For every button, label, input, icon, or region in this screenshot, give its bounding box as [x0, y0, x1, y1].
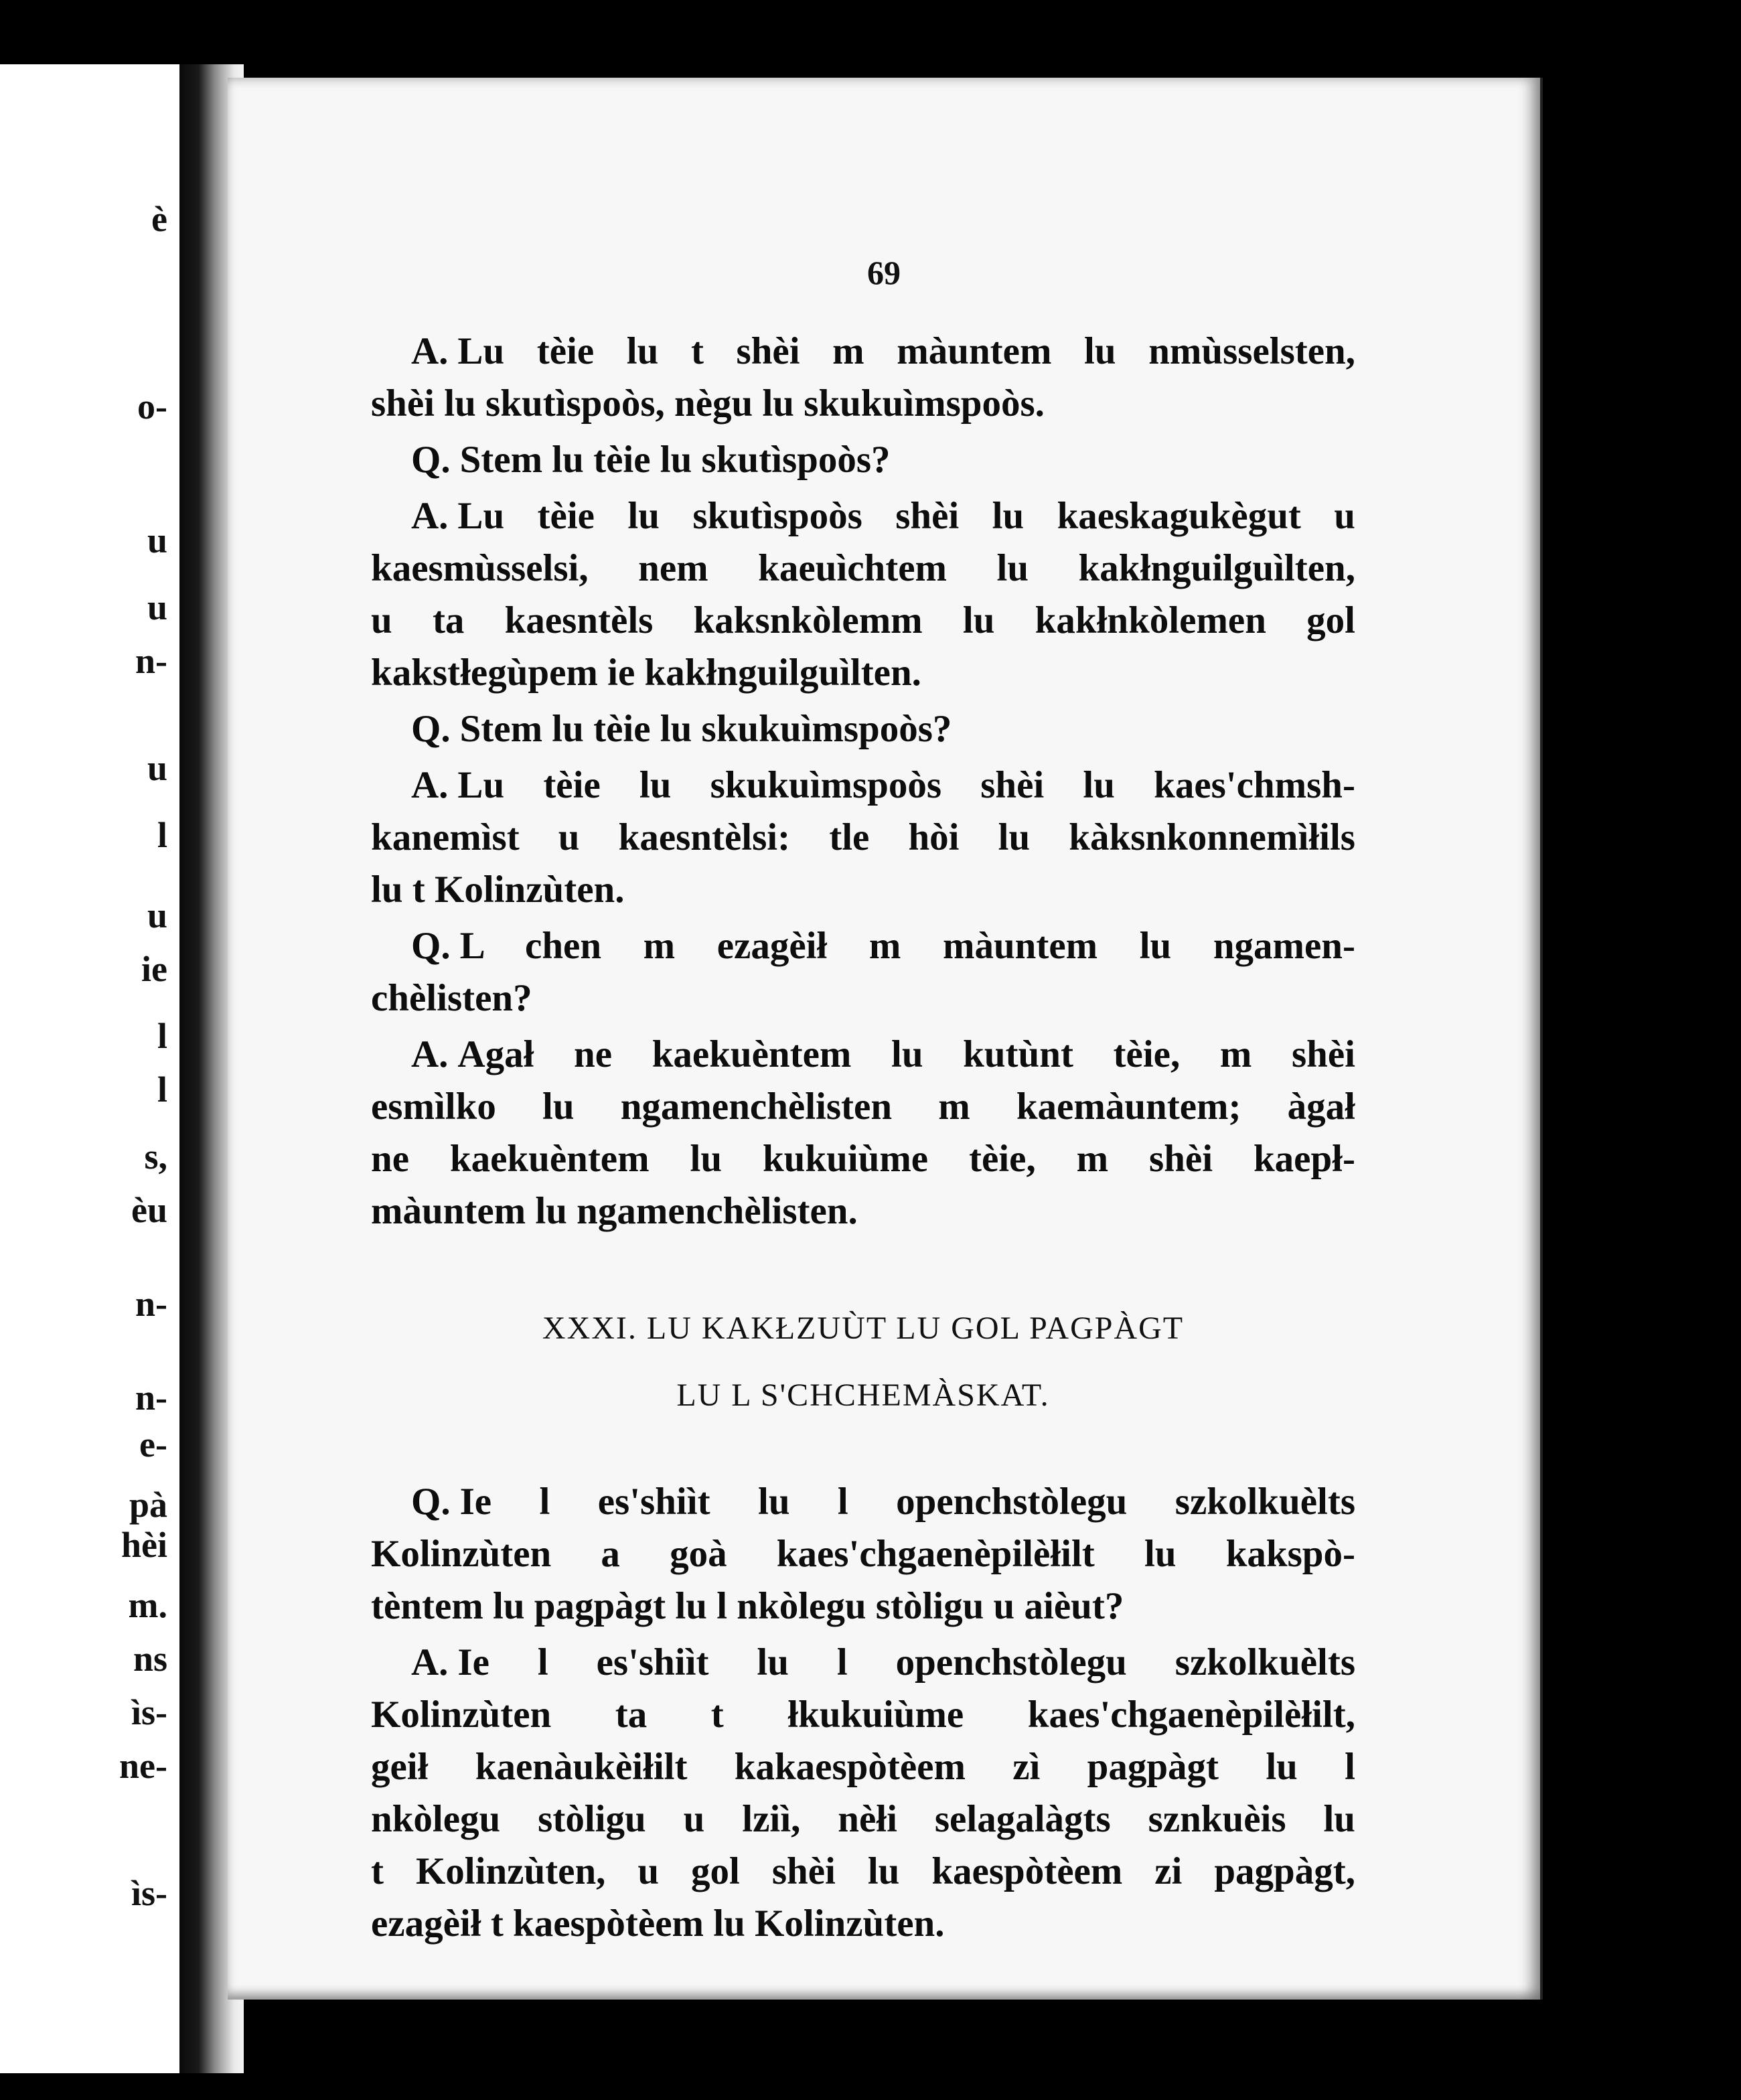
left-page-fragment: è [151, 199, 167, 239]
paragraph-label: Q. [411, 925, 451, 967]
paragraph-line: L chen m ezagèił m màuntem lu ngamen- [459, 925, 1355, 967]
answer-paragraph [371, 325, 1355, 430]
section-heading-line: LU L S'CHCHEMÀSKAT. [676, 1377, 1050, 1413]
left-page-fragment: ne- [119, 1746, 167, 1786]
book-page [228, 78, 1543, 2000]
left-page-fragment: o- [137, 386, 167, 427]
paragraph-line: Stem lu tèie lu skukuìmspoòs? [459, 708, 952, 750]
paragraph-line: kaesmùsselsi, nem kaeuìchtem lu kakłnguilguìlten, [371, 547, 1355, 589]
section-heading-line: XXXI. LU KAKŁZUÙT LU GOL PAGPÀGT [542, 1310, 1185, 1346]
left-page-fragment: l [157, 1016, 167, 1056]
paragraph-label: Q. [411, 708, 451, 750]
paragraph-line: Lu tèie lu skukuìmspoòs shèi lu kaes'chmsh- [457, 764, 1355, 806]
left-page-fragment: hèi [121, 1525, 167, 1565]
paragraph-label: A. [411, 1641, 449, 1683]
answer-paragraph [371, 1637, 1355, 1950]
left-page-edge [0, 64, 179, 2073]
paragraph-line: ezagèił t kaespòtèem lu Kolinzùten. [371, 1902, 945, 1945]
paragraph-line: Lu tèie lu skutìspoòs shèi lu kaeskagukègut u [457, 495, 1355, 537]
paragraph-line: Lu tèie lu t shèi m màuntem lu nmùsselsten, [457, 330, 1355, 372]
left-page-fragment: l [157, 815, 167, 855]
section-heading [371, 1295, 1355, 1429]
paragraph-line: ne kaekuèntem lu kukuiùme tèie, m shèi kaepł- [371, 1138, 1355, 1180]
paragraph-line: Kolinzùten a goà kaes'chgaenèpilèłilt lu kakspò- [371, 1533, 1355, 1575]
paragraph-line: t Kolinzùten, u gol shèi lu kaespòtèem zi pagpàgt, [371, 1850, 1355, 1892]
paragraph-line: esmìlko lu ngamenchèlisten m kaemàuntem; àgał [371, 1085, 1355, 1128]
page-number: 69 [867, 254, 901, 291]
left-page-fragment: ie [141, 949, 167, 989]
paragraph-line: kanemìst u kaesntèlsi: tle hòi lu kàksnkonnemìłils [371, 816, 1355, 858]
question-paragraph [371, 1476, 1355, 1633]
paragraph-line: Ie l es'shiìt lu l openchstòlegu szkolkuèlts [457, 1641, 1355, 1683]
left-page-fragment: n- [135, 1377, 167, 1418]
paragraph-label: A. [411, 495, 449, 537]
answer-paragraph [371, 1029, 1355, 1238]
paragraph-label: A. [411, 764, 449, 806]
left-page-fragment: e- [139, 1424, 167, 1465]
left-page-fragment: u [147, 895, 167, 935]
page-content [371, 325, 1355, 1954]
paragraph-line: Ie l es'shiìt lu l openchstòlegu szkolkuèlts [459, 1481, 1355, 1523]
paragraph-label: A. [411, 330, 449, 372]
left-page-fragment: èu [131, 1190, 167, 1230]
left-page-fragment: pà [129, 1485, 167, 1525]
answer-paragraph [371, 759, 1355, 916]
left-page-fragment: ns [133, 1639, 167, 1679]
question-paragraph [371, 920, 1355, 1025]
left-page-fragment: n- [135, 641, 167, 681]
left-page-fragment: u [147, 520, 167, 560]
left-page-fragment: u [147, 587, 167, 627]
paragraph-line: lu t Kolinzùten. [371, 869, 625, 911]
paragraph-line: geił kaenàukèiłilt kakaespòtèem zì pagpàgt lu l [371, 1746, 1355, 1788]
paragraph-line: kakstłegùpem ie kakłnguilguìlten. [371, 652, 921, 694]
left-page-fragment: ìs- [131, 1873, 167, 1913]
paragraph-label: Q. [411, 439, 451, 481]
paragraph-label: Q. [411, 1481, 451, 1523]
answer-paragraph [371, 490, 1355, 699]
left-page-fragment: s, [144, 1136, 167, 1177]
paragraph-line: nkòlegu stòligu u lziì, nèłi selagalàgts sznkuèis lu [371, 1798, 1355, 1840]
question-paragraph [371, 434, 1355, 486]
paragraph-line: Kolinzùten ta t łkukuiùme kaes'chgaenèpilèłilt, [371, 1694, 1355, 1736]
left-page-fragment: m. [128, 1585, 167, 1625]
paragraph-line: màuntem lu ngamenchèlisten. [371, 1190, 858, 1232]
paragraph-line: tèntem lu pagpàgt lu l nkòlegu stòligu u aièut? [371, 1585, 1124, 1627]
left-page-fragment: l [157, 1069, 167, 1110]
question-paragraph [371, 703, 1355, 755]
paragraph-line: shèi lu skutìspoòs, nègu lu skukuìmspoòs. [371, 382, 1045, 425]
paragraph-line: Stem lu tèie lu skutìspoòs? [459, 439, 891, 481]
paragraph-line: u ta kaesntèls kaksnkòlemm lu kakłnkòlemen gol [371, 599, 1355, 642]
paragraph-label: A. [411, 1033, 449, 1075]
left-page-fragment: u [147, 748, 167, 788]
paragraph-line: Agał ne kaekuèntem lu kutùnt tèie, m shèi [457, 1033, 1355, 1075]
left-page-fragment: ìs- [131, 1692, 167, 1732]
left-page-fragment: n- [135, 1284, 167, 1324]
paragraph-line: chèlisten? [371, 977, 532, 1019]
